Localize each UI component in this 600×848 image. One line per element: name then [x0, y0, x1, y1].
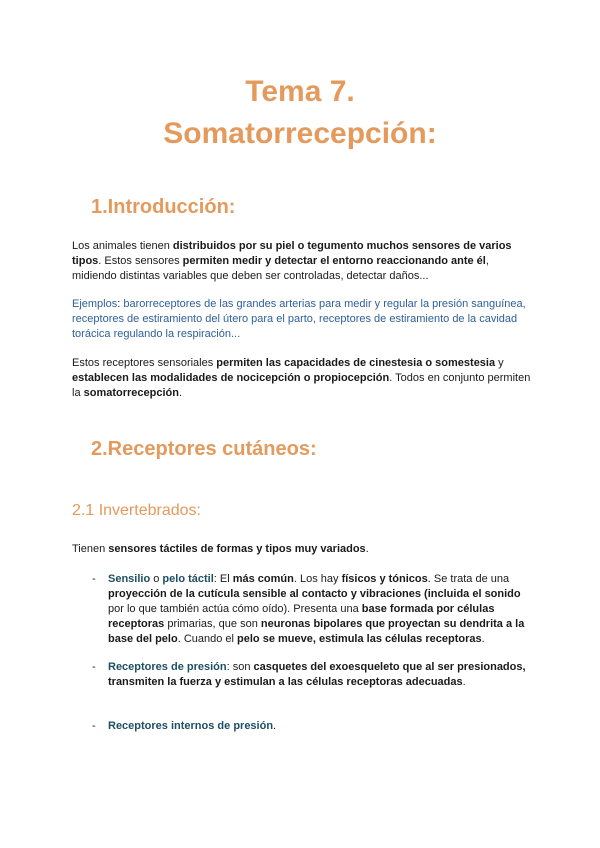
text-run: : son	[226, 661, 254, 673]
bullet-text	[108, 719, 532, 734]
text-run: somatorrecepción	[83, 387, 179, 399]
text-run: Ejemplos	[72, 298, 118, 310]
bullet-dash: -	[92, 661, 96, 673]
section2-paragraph	[72, 542, 532, 557]
text-run: . Todos en conjunto permiten la	[72, 372, 531, 399]
text-run: permiten las capacidades de cinestesia o somestesia	[216, 357, 496, 369]
intro-heading: 1.Introducción:	[91, 196, 236, 218]
text-run: Receptores internos de presión	[108, 720, 274, 732]
text-run: permiten medir y detectar el entorno reaccionando ante él	[182, 255, 486, 267]
text-run: distribuidos por su piel o tegumento muchos sensores de varios tipos	[72, 240, 512, 267]
text-run: Tienen	[72, 543, 109, 555]
text-run: .	[462, 676, 466, 688]
text-run: : El	[213, 573, 233, 585]
bullet-item	[92, 660, 532, 690]
intro-paragraph-3	[72, 356, 532, 401]
text-run: . Los hay	[293, 573, 342, 585]
text-run: neuronas bipolares que proyectan su dendrita a la base del pelo	[108, 618, 525, 645]
title-line-2: Somatorrecepción:	[163, 117, 437, 150]
intro-paragraph-2	[72, 297, 532, 342]
text-run: pelo táctil	[162, 573, 214, 585]
text-run: pelo se mueve, estimula las células receptoras	[237, 633, 482, 645]
bullet-item	[92, 719, 532, 734]
text-run: establecen las modalidades de nocicepción o propiocepción	[72, 372, 390, 384]
text-run: por lo que también actúa cómo oído). Presenta una	[108, 603, 362, 615]
bullet-text	[108, 660, 532, 690]
text-run: proyección de la cutícula sensible al contacto y vibraciones (incluida el sonido	[108, 588, 521, 600]
text-run: Sensilio	[108, 573, 151, 585]
text-run: Receptores de presión	[108, 661, 227, 673]
text-run: . Cuando el	[177, 633, 238, 645]
text-run: . Estos sensores	[98, 255, 183, 267]
text-run: base formada por células receptoras	[108, 603, 495, 630]
bullet-text	[108, 572, 532, 647]
text-run: :	[117, 298, 124, 310]
text-run: barorreceptores de las grandes arterias para medir y regular la presión sanguínea, receptores de estiramiento del útero para el parto, receptores de estiramiento de la cavidad torácica regulando la respiración...	[72, 298, 526, 340]
text-run: o	[150, 573, 163, 585]
text-run: .	[179, 387, 183, 399]
text-run: más común	[232, 573, 294, 585]
text-run: Los animales tienen	[72, 240, 173, 252]
text-run: y	[495, 357, 504, 369]
bullet-item	[92, 572, 532, 647]
text-run: .	[365, 543, 369, 555]
text-run: físicos y tónicos	[341, 573, 428, 585]
text-run: sensores táctiles de formas y tipos muy variados	[108, 543, 366, 555]
text-run: , midiendo distintas variables que deben ser controladas, detectar daños...	[72, 255, 489, 282]
text-run: .	[273, 720, 277, 732]
text-run: .	[481, 633, 485, 645]
text-run: Estos receptores sensoriales	[72, 357, 217, 369]
intro-paragraph-1	[72, 239, 532, 284]
text-run: casquetes del exoesqueleto que al ser presionados, transmiten la fuerza y estimulan a las células receptoras adecuadas	[108, 661, 526, 688]
bullet-dash: -	[92, 573, 96, 585]
title-line-1: Tema 7.	[245, 75, 355, 108]
section2-heading: 2.Receptores cutáneos:	[91, 438, 317, 460]
text-run: primarias, que son	[164, 618, 261, 630]
subsection-heading: 2.1 Invertebrados:	[72, 502, 201, 519]
bullet-dash: -	[92, 720, 96, 732]
text-run: . Se trata de una	[427, 573, 510, 585]
